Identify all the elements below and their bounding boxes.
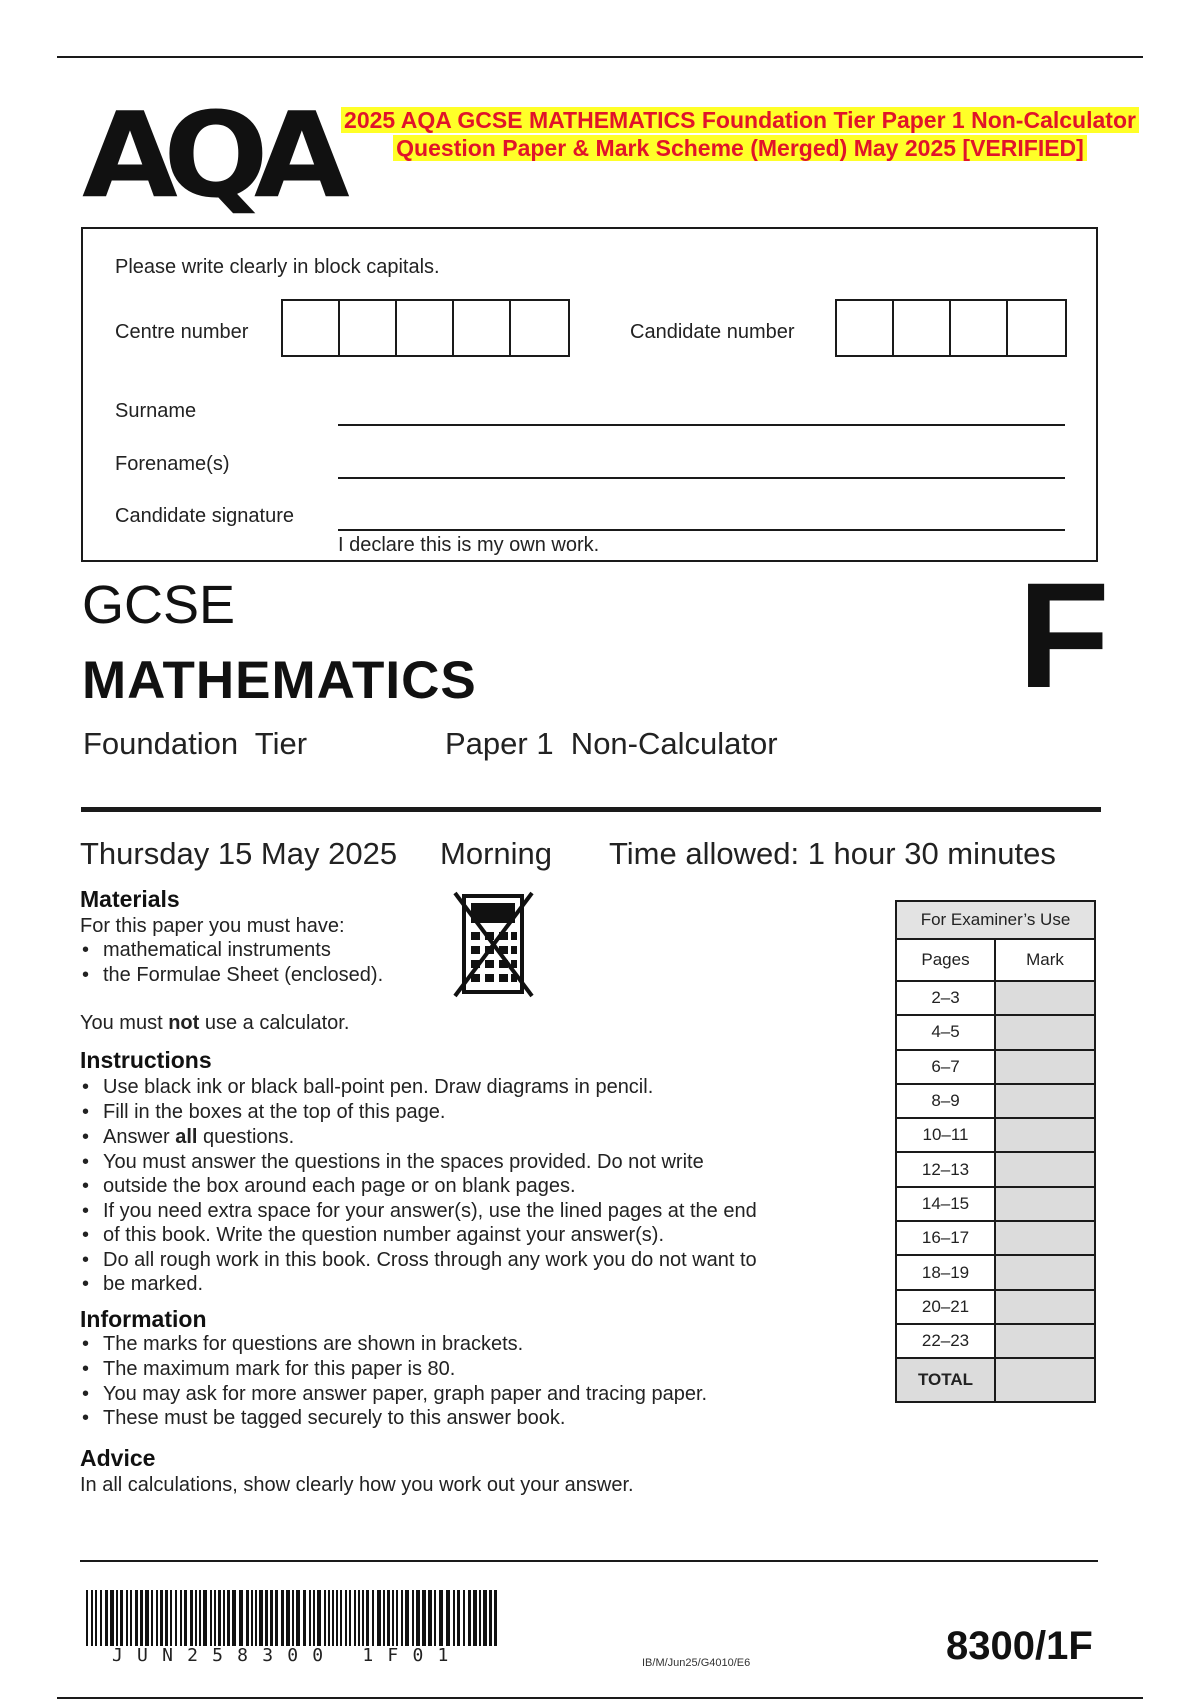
materials-heading: Materials: [80, 886, 180, 912]
signature-field[interactable]: [338, 529, 1065, 531]
subject-title: MATHEMATICS: [82, 651, 477, 710]
candidate-number-digit[interactable]: [951, 301, 1008, 355]
no-calculator-icon: [452, 890, 536, 1000]
top-rule: [57, 56, 1143, 58]
candidate-number-digit[interactable]: [894, 301, 951, 355]
mark-cell: [995, 1290, 1095, 1324]
pages-cell: 12–13: [896, 1152, 995, 1186]
list-item: • The marks for questions are shown in brackets.: [80, 1332, 707, 1356]
mark-cell: [995, 1324, 1095, 1358]
pages-cell: 6–7: [896, 1050, 995, 1084]
footer-rule: [80, 1560, 1098, 1562]
pages-cell: 14–15: [896, 1187, 995, 1221]
list-item-continued: • be marked.: [80, 1272, 757, 1296]
pages-cell: 16–17: [896, 1221, 995, 1255]
materials-intro: For this paper you must have:: [80, 915, 345, 937]
list-item: • Fill in the boxes at the top of this page.: [80, 1100, 757, 1124]
candidate-number-label: Candidate number: [630, 321, 795, 343]
mark-cell: [995, 1255, 1095, 1289]
pages-cell: 10–11: [896, 1118, 995, 1152]
block-capitals-instruction: Please write clearly in block capitals.: [115, 256, 440, 278]
bottom-rule: [57, 1697, 1143, 1699]
total-mark-cell: [995, 1358, 1095, 1402]
pages-cell: 20–21: [896, 1290, 995, 1324]
forename-label: Forename(s): [115, 453, 230, 475]
instructions-heading: Instructions: [80, 1047, 212, 1073]
pages-cell: 22–23: [896, 1324, 995, 1358]
list-item-continued: • outside the box around each page or on blank pages.: [80, 1174, 757, 1198]
list-item: • Use black ink or black ball-point pen. Draw diagrams in pencil.: [80, 1075, 757, 1099]
pages-column-header: Pages: [896, 939, 995, 981]
information-heading: Information: [80, 1306, 207, 1332]
surname-label: Surname: [115, 400, 197, 422]
centre-number-boxes[interactable]: [281, 299, 570, 357]
declaration-text: I declare this is my own work.: [338, 534, 600, 556]
information-list: [80, 1332, 707, 1431]
forename-field[interactable]: [338, 477, 1065, 479]
instructions-list: [80, 1075, 757, 1297]
qualification-title: GCSE: [82, 575, 236, 635]
candidate-details-box: [81, 227, 1098, 562]
list-item: • You must answer the questions in the spaces provided. Do not write: [80, 1150, 757, 1174]
time-allowed: Time allowed: 1 hour 30 minutes: [609, 836, 1056, 871]
mark-cell: [995, 1152, 1095, 1186]
centre-number-digit[interactable]: [397, 301, 454, 355]
examiner-use-table: [895, 900, 1096, 1403]
exam-session: Morning: [440, 836, 552, 871]
mark-cell: [995, 1015, 1095, 1049]
candidate-number-digit[interactable]: [1008, 301, 1065, 355]
pages-cell: 2–3: [896, 981, 995, 1015]
mark-cell: [995, 1084, 1095, 1118]
mark-cell: [995, 1187, 1095, 1221]
centre-number-label: Centre number: [115, 321, 249, 343]
tier-letter: F: [1018, 551, 1110, 719]
candidate-number-boxes[interactable]: [835, 299, 1067, 357]
centre-number-digit[interactable]: [454, 301, 511, 355]
list-item: • You may ask for more answer paper, graph paper and tracing paper.: [80, 1382, 707, 1406]
list-item: • Do all rough work in this book. Cross through any work you do not want to: [80, 1248, 757, 1272]
pages-cell: 18–19: [896, 1255, 995, 1289]
centre-number-digit[interactable]: [283, 301, 340, 355]
list-item: • If you need extra space for your answer(s), use the lined pages at the end: [80, 1199, 757, 1223]
barcode-text: JUN258300 1F01: [112, 1645, 463, 1666]
pages-cell: 8–9: [896, 1084, 995, 1118]
mark-column-header: Mark: [995, 939, 1095, 981]
signature-label: Candidate signature: [115, 505, 295, 527]
advice-text: In all calculations, show clearly how you work out your answer.: [80, 1474, 634, 1496]
centre-number-digit[interactable]: [340, 301, 397, 355]
centre-number-digit[interactable]: [511, 301, 568, 355]
examiner-table-title: For Examiner’s Use: [896, 901, 1095, 939]
title-rule: [81, 807, 1101, 812]
paper-code: 8300/1F: [946, 1624, 1093, 1668]
mark-cell: [995, 1221, 1095, 1255]
mark-cell: [995, 1118, 1095, 1152]
mark-cell: [995, 1050, 1095, 1084]
list-item: • mathematical instruments: [80, 938, 383, 962]
calculator-notice: You must not use a calculator.: [80, 1012, 350, 1034]
tier-label: Foundation Tier: [83, 726, 308, 761]
mark-cell: [995, 981, 1095, 1015]
aqa-logo: AQA: [82, 86, 336, 224]
list-item-continued: • These must be tagged securely to this answer book.: [80, 1406, 707, 1430]
pages-cell: 4–5: [896, 1015, 995, 1049]
list-item-continued: • of this book. Write the question number against your answer(s).: [80, 1223, 757, 1247]
surname-field[interactable]: [338, 424, 1065, 426]
list-item: • The maximum mark for this paper is 80.: [80, 1357, 707, 1381]
materials-list: [80, 938, 383, 988]
list-item: • the Formulae Sheet (enclosed).: [80, 963, 383, 987]
barcode: [86, 1590, 498, 1650]
paper-label: Paper 1 Non-Calculator: [445, 726, 778, 761]
list-item: • Answer all questions.: [80, 1125, 757, 1149]
advice-heading: Advice: [80, 1445, 156, 1471]
total-label: TOTAL: [896, 1358, 995, 1402]
candidate-number-digit[interactable]: [837, 301, 894, 355]
exam-date: Thursday 15 May 2025: [80, 836, 398, 871]
reference-code: IB/M/Jun25/G4010/E6: [642, 1657, 751, 1669]
title-banner: 2025 AQA GCSE MATHEMATICS Foundation Tier Paper 1 Non-Calculator Question Paper & Mark Scheme (Merged) May 2025 [VERIFIED]: [340, 106, 1140, 162]
